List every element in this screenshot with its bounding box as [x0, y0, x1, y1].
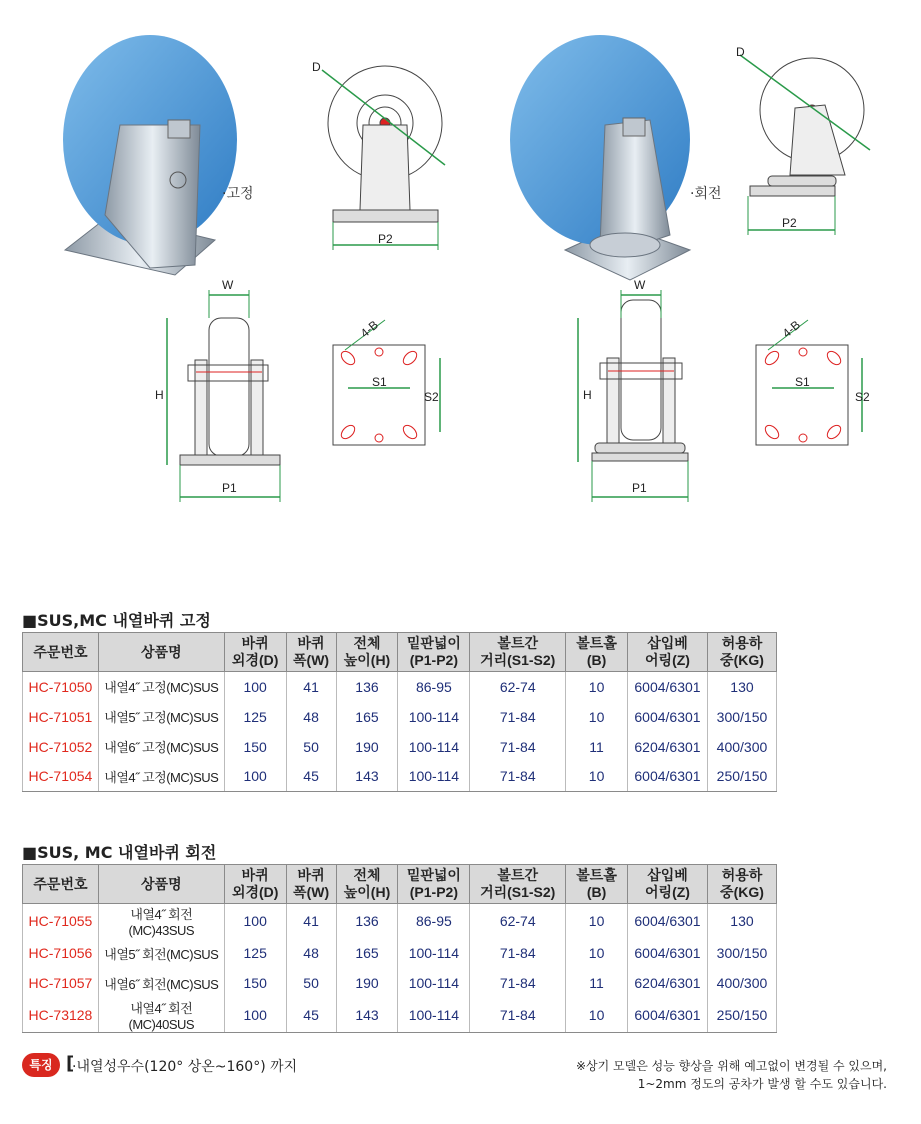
- table-row: [23, 672, 777, 702]
- table-row: [23, 938, 777, 968]
- swivel-side-view: [740, 55, 870, 235]
- col-bolt-distance: 볼트간 거리(S1-S2): [470, 633, 566, 672]
- fixed-front-view: [167, 290, 280, 502]
- dim-s2-fixed: S2: [424, 390, 439, 404]
- col-bolt-hole: 볼트홀 (B): [566, 633, 628, 672]
- height: 136: [336, 904, 398, 939]
- height: 190: [336, 968, 398, 998]
- width: 50: [286, 732, 336, 762]
- bolt-distance: 71-84: [470, 702, 566, 732]
- product-name: 내열6˝ 고정(MC)SUS: [98, 732, 224, 762]
- col-width: 바퀴 폭(W): [286, 865, 336, 904]
- bolt-hole: 10: [566, 938, 628, 968]
- product-name: 내열4˝ 고정(MC)SUS: [98, 672, 224, 702]
- bolt-hole: 11: [566, 732, 628, 762]
- note-line-1: ※상기 모델은 성능 향상을 위해 예고없이 변경될 수 있으며,: [575, 1059, 887, 1073]
- dim-s2-swivel: S2: [855, 390, 870, 404]
- bearing: 6004/6301: [628, 762, 708, 792]
- table-row: [23, 968, 777, 998]
- col-bolt-hole: 볼트홀 (B): [566, 865, 628, 904]
- col-height: 전체 높이(H): [336, 633, 398, 672]
- swivel-spec-table: [22, 864, 777, 1033]
- order-no: HC-71052: [23, 732, 99, 762]
- product-name: 내열6˝ 회전(MC)SUS: [98, 968, 224, 998]
- plate: 100-114: [398, 732, 470, 762]
- feature-bracket: [: [66, 1053, 75, 1074]
- caster-drawings: [0, 0, 921, 520]
- load: 130: [707, 904, 776, 939]
- fixed-table-title: ■SUS,MC 내열바퀴 고정: [22, 611, 211, 630]
- diameter: 125: [224, 938, 286, 968]
- load: 300/150: [707, 702, 776, 732]
- height: 165: [336, 938, 398, 968]
- fixed-spec-table: [22, 632, 777, 792]
- col-load: 허용하 중(KG): [707, 865, 776, 904]
- col-bolt-distance: 볼트간 거리(S1-S2): [470, 865, 566, 904]
- table-row: [23, 904, 777, 939]
- order-no: HC-71054: [23, 762, 99, 792]
- bolt-hole: 10: [566, 672, 628, 702]
- order-no: HC-71051: [23, 702, 99, 732]
- swivel-caster-photo: [510, 35, 690, 280]
- bolt-distance: 71-84: [470, 968, 566, 998]
- load: 130: [707, 672, 776, 702]
- col-order-no: 주문번호: [23, 633, 99, 672]
- plate: 100-114: [398, 998, 470, 1033]
- dim-h-swivel: H: [583, 388, 592, 402]
- diameter: 100: [224, 904, 286, 939]
- diameter: 150: [224, 732, 286, 762]
- col-height: 전체 높이(H): [336, 865, 398, 904]
- load: 250/150: [707, 762, 776, 792]
- dim-b-fixed: 4-B: [357, 317, 382, 341]
- diameter: 125: [224, 702, 286, 732]
- col-bearing: 삽입베 어링(Z): [628, 633, 708, 672]
- dim-s1-fixed: S1: [372, 375, 387, 389]
- load: 250/150: [707, 998, 776, 1033]
- col-load: 허용하 중(KG): [707, 633, 776, 672]
- width: 50: [286, 968, 336, 998]
- bearing: 6204/6301: [628, 968, 708, 998]
- width: 45: [286, 998, 336, 1033]
- diameter: 100: [224, 672, 286, 702]
- height: 190: [336, 732, 398, 762]
- note-line-2: 1~2mm 정도의 공차가 발생 할 수도 있습니다.: [637, 1077, 887, 1091]
- bearing: 6004/6301: [628, 672, 708, 702]
- swivel-front-view: [578, 290, 688, 502]
- plate: 100-114: [398, 938, 470, 968]
- plate: 100-114: [398, 702, 470, 732]
- swivel-table-title: ■SUS, MC 내열바퀴 회전: [22, 843, 217, 862]
- bolt-hole: 10: [566, 762, 628, 792]
- width: 41: [286, 672, 336, 702]
- bolt-distance: 71-84: [470, 732, 566, 762]
- dim-h-fixed: H: [155, 388, 164, 402]
- bolt-distance: 71-84: [470, 938, 566, 968]
- height: 165: [336, 702, 398, 732]
- table-row: [23, 762, 777, 792]
- dim-w-fixed: W: [222, 278, 234, 292]
- bolt-distance: 71-84: [470, 998, 566, 1033]
- col-order-no: 주문번호: [23, 865, 99, 904]
- load: 300/150: [707, 938, 776, 968]
- dim-p2-swivel: P2: [782, 216, 797, 230]
- dim-s1-swivel: S1: [795, 375, 810, 389]
- feature-text: ·내열성우수(120° 상온~160°) 까지: [72, 1059, 298, 1075]
- table-row: [23, 998, 777, 1033]
- width: 48: [286, 702, 336, 732]
- bolt-hole: 10: [566, 702, 628, 732]
- col-plate: 밑판넓이 (P1-P2): [398, 865, 470, 904]
- col-bearing: 삽입베 어링(Z): [628, 865, 708, 904]
- load: 400/300: [707, 732, 776, 762]
- bolt-distance: 71-84: [470, 762, 566, 792]
- product-name: 내열5˝ 회전(MC)SUS: [98, 938, 224, 968]
- bolt-hole: 10: [566, 904, 628, 939]
- product-name: 내열4˝ 고정(MC)SUS: [98, 762, 224, 792]
- product-name: 내열4˝ 회전(MC)40SUS: [98, 998, 224, 1033]
- table-header-row: [23, 865, 777, 904]
- product-name: 내열4˝ 회전(MC)43SUS: [98, 904, 224, 939]
- height: 143: [336, 762, 398, 792]
- height: 143: [336, 998, 398, 1033]
- bearing: 6204/6301: [628, 732, 708, 762]
- fixed-label: ·고정: [222, 186, 254, 202]
- dim-p1-fixed: P1: [222, 481, 237, 495]
- col-width: 바퀴 폭(W): [286, 633, 336, 672]
- fixed-caster-photo: [63, 35, 237, 275]
- order-no: HC-73128: [23, 998, 99, 1033]
- load: 400/300: [707, 968, 776, 998]
- col-diameter: 바퀴 외경(D): [224, 865, 286, 904]
- width: 41: [286, 904, 336, 939]
- bearing: 6004/6301: [628, 938, 708, 968]
- order-no: HC-71057: [23, 968, 99, 998]
- feature-badge: 특징: [22, 1053, 60, 1077]
- bolt-hole: 10: [566, 998, 628, 1033]
- order-no: HC-71050: [23, 672, 99, 702]
- product-name: 내열5˝ 고정(MC)SUS: [98, 702, 224, 732]
- diameter: 150: [224, 968, 286, 998]
- table-header-row: [23, 633, 777, 672]
- col-product-name: 상품명: [98, 633, 224, 672]
- dim-b-swivel: 4-B: [779, 317, 804, 341]
- plate: 86-95: [398, 672, 470, 702]
- dim-p1-swivel: P1: [632, 481, 647, 495]
- diameter: 100: [224, 762, 286, 792]
- width: 45: [286, 762, 336, 792]
- fixed-side-view: [322, 66, 445, 250]
- bolt-distance: 62-74: [470, 904, 566, 939]
- diameter: 100: [224, 998, 286, 1033]
- table-row: [23, 702, 777, 732]
- bearing: 6004/6301: [628, 998, 708, 1033]
- swivel-label: ·회전: [690, 186, 722, 202]
- col-product-name: 상품명: [98, 865, 224, 904]
- order-no: HC-71055: [23, 904, 99, 939]
- plate: 100-114: [398, 762, 470, 792]
- order-no: HC-71056: [23, 938, 99, 968]
- bolt-distance: 62-74: [470, 672, 566, 702]
- bearing: 6004/6301: [628, 904, 708, 939]
- dim-p2-fixed: P2: [378, 232, 393, 246]
- dim-d-fixed: D: [312, 60, 321, 74]
- col-diameter: 바퀴 외경(D): [224, 633, 286, 672]
- product-figures: [0, 0, 921, 520]
- plate: 86-95: [398, 904, 470, 939]
- dim-w-swivel: W: [634, 278, 646, 292]
- plate: 100-114: [398, 968, 470, 998]
- width: 48: [286, 938, 336, 968]
- bolt-hole: 11: [566, 968, 628, 998]
- dim-d-swivel: D: [736, 45, 745, 59]
- bearing: 6004/6301: [628, 702, 708, 732]
- table-row: [23, 732, 777, 762]
- col-plate: 밑판넓이 (P1-P2): [398, 633, 470, 672]
- disclaimer-note: [576, 1057, 887, 1093]
- height: 136: [336, 672, 398, 702]
